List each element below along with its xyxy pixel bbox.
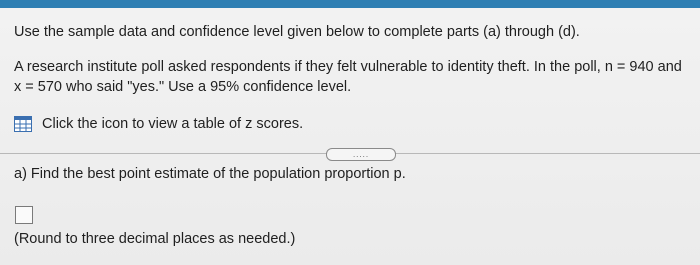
instructions-text: Use the sample data and confidence level given below to complete parts (a) through (d).: [14, 24, 580, 40]
rounding-note: (Round to three decimal places as needed.): [14, 231, 296, 247]
answer-input-box[interactable]: [15, 206, 33, 224]
expand-collapse-button[interactable]: .....: [326, 148, 396, 161]
question-panel: [0, 8, 700, 265]
top-accent-bar: [0, 0, 700, 8]
z-table-link-label[interactable]: Click the icon to view a table of z scores.: [42, 116, 304, 132]
z-table-link[interactable]: [14, 116, 303, 132]
table-icon[interactable]: [14, 116, 32, 132]
problem-statement: [14, 57, 694, 97]
question-a-text: a) Find the best point estimate of the population proportion p.: [14, 166, 406, 182]
problem-line-1: A research institute poll asked respondents if they felt vulnerable to identity theft. In the poll, n = 940 and: [14, 59, 682, 75]
problem-line-2: x = 570 who said "yes." Use a 95% confidence level.: [14, 79, 352, 95]
